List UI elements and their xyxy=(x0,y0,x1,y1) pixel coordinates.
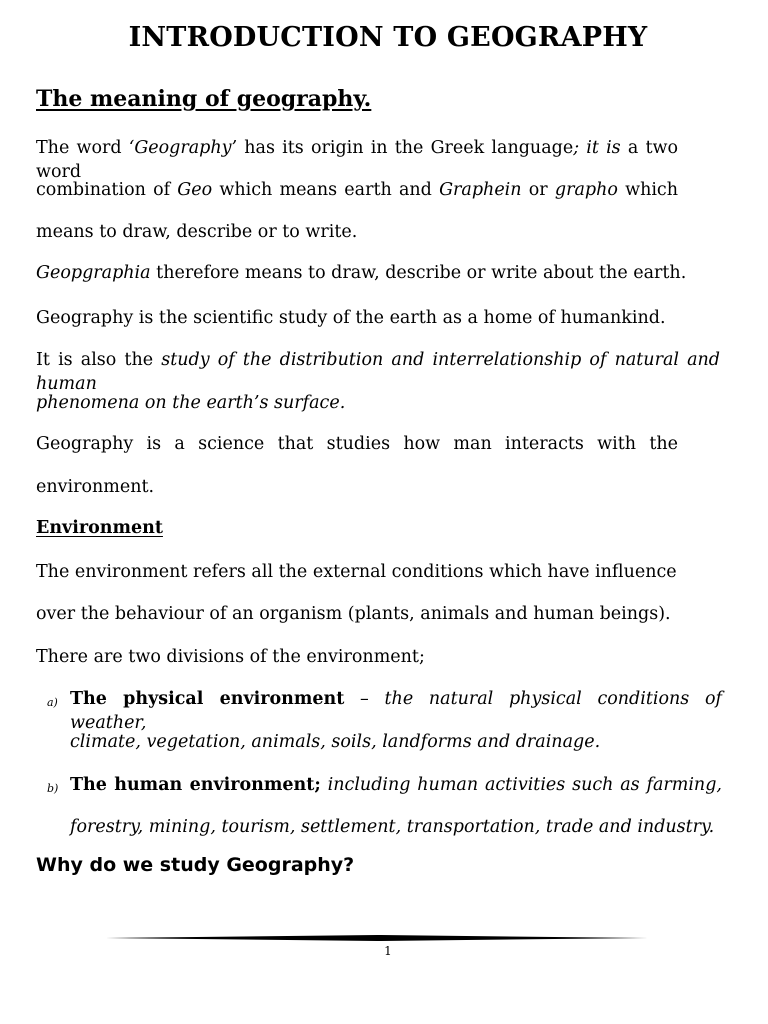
paragraph-line-7: phenomena on the earth’s surface. xyxy=(36,393,346,413)
text-run: combination of xyxy=(36,180,178,200)
text-run: which means earth and xyxy=(212,180,440,200)
text-run: The word xyxy=(36,138,129,158)
list-item-description: the natural physical conditions of weather, xyxy=(70,689,722,733)
italic-term: Geo xyxy=(177,180,213,200)
italic-term: grapho xyxy=(554,180,618,200)
italic-term: ; it is xyxy=(573,138,621,158)
paragraph-line-9: environment. xyxy=(36,477,155,497)
text-run xyxy=(321,775,328,795)
subsection-heading: Environment xyxy=(36,518,163,538)
list-marker: b) xyxy=(47,782,59,795)
paragraph-line-4 xyxy=(36,261,686,285)
paragraph-line-8: Geography is a science that studies how man interacts with the xyxy=(36,434,678,454)
list-item-line: forestry, mining, tourism, settlement, transportation, trade and industry. xyxy=(70,817,715,837)
text-run: It is also the xyxy=(36,350,162,370)
list-marker: a) xyxy=(47,696,58,709)
list-item-term: The physical environment xyxy=(70,689,345,709)
paragraph-line-2 xyxy=(36,178,678,202)
section-heading: The meaning of geography. xyxy=(36,86,372,112)
paragraph-line-3: means to draw, describe or to write. xyxy=(36,222,358,242)
paragraph-line-10: The environment refers all the external conditions which have influence xyxy=(36,562,677,582)
list-item-line xyxy=(70,687,722,735)
question-heading: Why do we study Geography? xyxy=(36,854,355,876)
italic-term: ‘Geography’ xyxy=(128,138,238,158)
text-run: or xyxy=(521,180,555,200)
page-title: INTRODUCTION TO GEOGRAPHY xyxy=(128,22,648,53)
text-run: has its origin in the Greek language xyxy=(237,138,574,158)
paragraph-line-12: There are two divisions of the environment; xyxy=(36,647,425,667)
paragraph-line-5: Geography is the scientific study of the earth as a home of humankind. xyxy=(36,308,666,328)
text-run: which xyxy=(617,180,679,200)
page-number: 1 xyxy=(384,944,392,958)
italic-term: Graphein xyxy=(439,180,522,200)
italic-phrase: study of the distribution and interrelationship of natural and human xyxy=(36,350,720,394)
list-item-description: including human activities such as farming, xyxy=(327,775,722,795)
list-item-term: The human environment; xyxy=(70,775,321,795)
paragraph-line-11: over the behaviour of an organism (plants, animals and human beings). xyxy=(36,604,671,624)
text-run: therefore means to draw, describe or write about the earth. xyxy=(150,263,687,283)
paragraph-line-1 xyxy=(36,136,678,184)
footer-divider xyxy=(106,935,648,941)
list-item-line xyxy=(70,773,722,797)
paragraph-line-6 xyxy=(36,348,720,396)
list-item-line: climate, vegetation, animals, soils, landforms and drainage. xyxy=(70,732,601,752)
text-run: – xyxy=(344,689,385,709)
italic-term: Geopgraphia xyxy=(36,263,151,283)
text-run: a two word xyxy=(36,138,678,182)
